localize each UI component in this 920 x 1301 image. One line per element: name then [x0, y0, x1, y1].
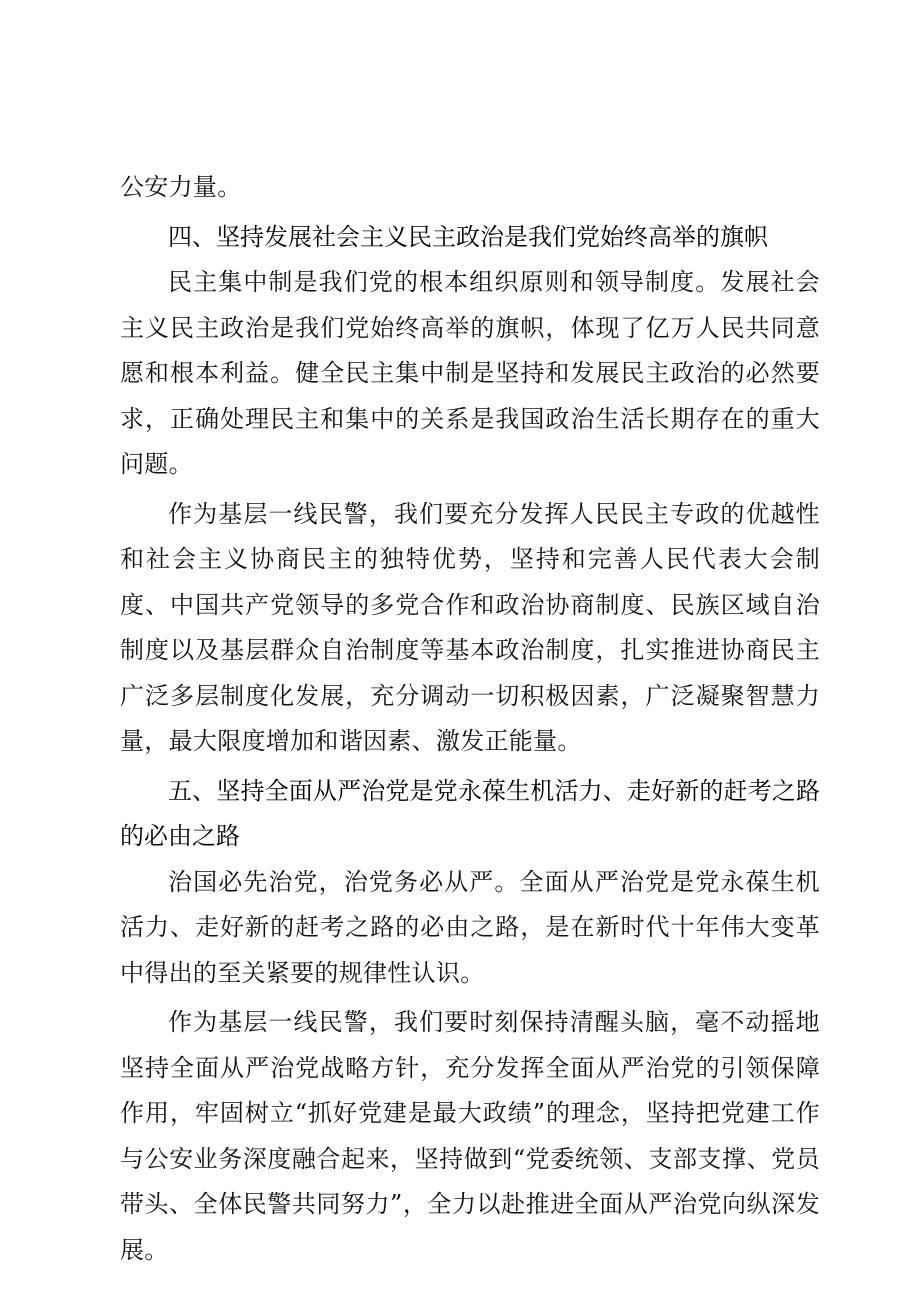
document-body — [120, 165, 820, 1273]
section-4-paragraph-1: 民主集中制是我们党的根本组织原则和领导制度。发展社会主义民主政治是我们党始终高举的旗帜，体现了亿万人民共同意愿和根本利益。健全民主集中制是坚持和发展民主政治的必然要求，正确处理民主和集中的关系是我国政治生活长期存在的重大问题。 — [120, 268, 820, 478]
section-4-paragraph-2: 作为基层一线民警，我们要充分发挥人民民主专政的优越性和社会主义协商民主的独特优势，坚持和完善人民代表大会制度、中国共产党领导的多党合作和政治协商制度、民族区域自治制度以及基层群众自治制度等基本政治制度，扎实推进协商民主广泛多层制度化发展，充分调动一切积极因素，广泛凝聚智慧力量，最大限度增加和谐因素、激发正能量。 — [120, 499, 820, 755]
continued-paragraph-fragment: 公安力量。 — [120, 173, 242, 201]
section-heading-4: 四、坚持发展社会主义民主政治是我们党始终高举的旗帜 — [168, 222, 768, 251]
section-heading-5: 五、坚持全面从严治党是党永葆生机活力、走好新的赶考之路的必由之路 — [120, 776, 820, 850]
section-5-paragraph-1: 治国必先治党，治党务必从严。全面从严治党是党永葆生机活力、走好新的赶考之路的必由之路，是在新时代十年伟大变革中得出的至关紧要的规律性认识。 — [120, 867, 820, 987]
section-5-paragraph-2: 作为基层一线民警，我们要时刻保持清醒头脑，毫不动摇地坚持全面从严治党战略方针，充分发挥全面从严治党的引领保障作用，牢固树立“抓好党建是最大政绩”的理念，坚持把党建工作与公安业务深度融合起来，坚持做到“党委统领、支部支撑、党员带头、全体民警共同努力”，全力以赴推进全面从严治党向纵深发展。 — [120, 1008, 820, 1264]
